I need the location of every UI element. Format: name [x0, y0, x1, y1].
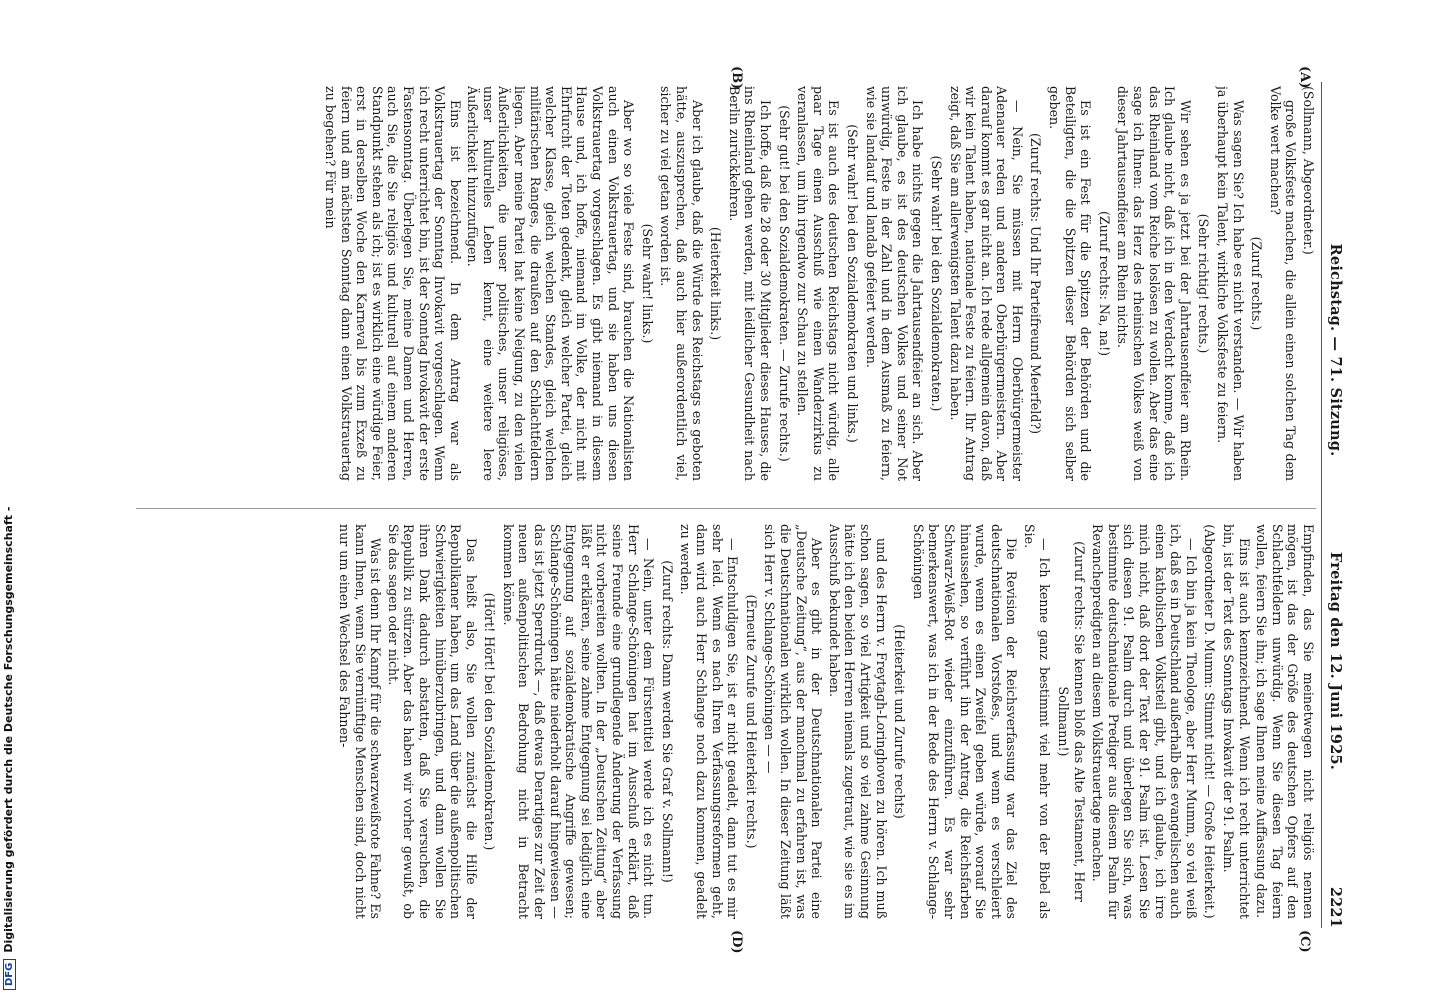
right-column-interjection: (Heiterkeit und Zurufe rechts) — [892, 624, 908, 819]
dfg-logo: DFG — [3, 959, 16, 990]
left-text-column — [136, 86, 1316, 481]
right-column-paragraph: — Ich bin ja kein Theologe, aber Herr Mumm, so viel weiß ich, daß es in Deutschland außerhalb des evangelischen auch einen katholischen Volksteil gibt, und ich glaube, ich irre mich nicht, daß dort der Text der 91. Psalm ist. Lesen Sie sich diesen 91. Psalm durch und überlegen Sie sich, was bestimmte deutschnationale Prediger aus diesem Psalm für Revanchepredigten an diesem Volkstrauertage machen. — [1090, 524, 1199, 919]
page-number: 2221 — [1327, 886, 1344, 928]
left-column-paragraph: große Volksfeste machen, die allein einen solchen Tag dem Volke wert machen? — [1267, 86, 1299, 481]
column-divider — [136, 508, 1316, 509]
right-column-interjection: (Zuruf rechts: Dann werden Sie Graf v. Sollmann!) — [659, 560, 675, 883]
left-column-interjection: (Sehr gut! bei den Sozialdemokraten. — Zurufe rechts.) — [776, 105, 792, 462]
header-title: Reichstag. — 71. Sitzung. — [1327, 243, 1344, 457]
left-column-interjection: (Heiterkeit links.) — [708, 226, 724, 341]
right-column-paragraph: Aber es gibt in der Deutschnationalen Partei eine „Deutsche Zeitung“, aus der manchmal zu erfahren ist, was die Deutschnationalen wirklich wollen. In dieser Zeitung läßt sich Herr v. Schlange-Schöningen — — — [762, 524, 825, 919]
right-column-paragraph: und des Herrn v. Freytagh-Loringhoven zu hören. Ich muß schon sagen, so viel Artigkeit und so viel zahme Gesinnung hätte ich den beiden Herren niemals zugetraut, wie sie es im Ausschuß bekundet haben. — [826, 524, 889, 919]
left-column-paragraph: (Sollmann, Abgeordneter.) — [1301, 86, 1316, 255]
digitization-credit-text: Digitalisierung gefördert durch die Deutsche Forschungsgemeinschaft - — [2, 506, 15, 953]
right-column-paragraph: Das heißt also, Sie wollen zunächst die Hilfe der Republikaner haben, um das Land über die außenpolitischen Schwierigkeiten hinüberzubringen, und dann wollen Sie ihren Dank dadurch abstatten, daß Sie versuchen, die Republik zu stürzen. Aber das haben wir vorher gewußt, ob Sie das sagen oder nicht. — [385, 524, 479, 919]
left-column-paragraph: Es ist auch des deutschen Reichstags nicht würdig, alle paar Tage einen Ausschuß wie einen Wanderzirkus zu veranlassen, um ihn irgendwo zur Schau zu stellen. — [795, 86, 842, 481]
left-column-interjection: (Zuruf rechts.) — [1249, 236, 1265, 331]
margin-marker-d: (D) — [729, 930, 744, 954]
page-header — [1321, 82, 1346, 928]
left-column-interjection: (Zuruf rechts: Na, na!) — [1096, 210, 1112, 357]
left-column-paragraph: Aber wo so viele Feste sind, brauchen die Nationalisten auch einen Volkstrauertag, und sie haben uns diesen Volkstrauertag vorgeschlagen. Es gibt niemand in diesem Hause und, ich hoffe, niemand im Volke, der nicht mit Ehrfurcht der Toten gedenkt, gleich welcher Partei, gleich welcher Klasse, gleich welchen Standes, gleich welchen militärischen Ranges, die draußen auf den Schlachtfeldern liegen. Aber meine Partei hat keine Neigung, zu den vielen Äußerlichkeiten, die unser politisches, unser religiöses, unser kulturelles Leben kennt, eine weitere leere Äußerlichkeit hinzuzufügen. — [465, 86, 637, 481]
right-text-column — [136, 524, 1316, 919]
margin-marker-a: (A) — [1297, 66, 1312, 89]
left-column-interjection: (Zuruf rechts: Und Ihr Parteifreund Meerfeld?) — [1028, 133, 1044, 434]
left-column-interjection: (Sehr wahr! links.) — [639, 223, 655, 344]
right-column-paragraph: — Nein, unter dem Fürstentitel werde ich es nicht tun. Herr Schlange-Schöningen hat im Ausschuß erklärt, daß seine Freunde eine grundlegende Änderung der Verfassung nicht vorbereiten wollten. In der „Deutschen Zeitung“ aber läßt er erklären, seine zahme Entgegnung sei lediglich eine Entgegnung auf sozialdemokratische Angriffe gewesen; Schlange-Schöningen hätte niederholt darauf hingewiesen — das ist jetzt Sperrdruck —, daß etwas Derartiges zur Zeit der neuen außenpolitischen Bedrohung nicht in Betracht kommen könne. — [500, 524, 657, 919]
left-column-paragraph: Was sagen Sie? Ich habe es nicht verstanden. — Wir haben ja überhaupt kein Talent, wirkliche Volksfeste zu feiern. — [1215, 86, 1246, 481]
right-column-paragraph: Empfinden, das Sie meinetwegen nicht religiös nennen mögen, ist das der Größe des deutschen Opfers auf den Schlachtfeldern unwürdig. Wenn Sie diesen Tag feiern wollen, feiern Sie ihn; ich sage Ihnen meine Auffassung dazu. — [1254, 524, 1316, 919]
left-column-paragraph: Ich habe nichts gegen die Jahrtausendfeier an sich. Aber ich glaube, es ist des deutschen Volkes und seiner Not unwürdig, Feste in der Zahl und in dem Ausmaß zu feiern, wie sie landauf und landab gefeiert werden. — [863, 86, 926, 481]
left-column-paragraph: Eins ist bezeichnend. In dem Antrag war als Volkstrauertag der Sonntag Invokavit vorgeschlagen. Wenn ich recht unterrichtet bin, ist der Sonntag Invokavit der erste Fastensonntag. Überlegen Sie, meine Damen und Herren, auch Sie, die Sie religiös und kulturell auf einem anderen Standpunkt stehen als ich; ist es wirklich eine würdige Feier, erst in derselben Woche den Karneval bis zum Exzeß zu feiern und am nächsten Sonntag dann einen Volkstrauertag zu begehen? Für mein — [322, 86, 463, 481]
right-column-paragraph: Eins ist auch kennzeichnend. Wenn ich recht unterrichtet bin, ist der Text des Sonntags Invokavit der 91. Psalm. — [1221, 524, 1252, 919]
right-column-paragraph: — Entschuldigen Sie, ist er nicht geadelt, dann tut es mir sehr leid. Wenn es nach Ihren Verfassungsreformen geht, dann wird auch Herr Schlange noch dazu kommen, geadelt zu werden. — [678, 524, 741, 919]
left-column-paragraph: Es ist ein Fest für die Spitzen der Behörden und die Beteiligten, die die Spitzen dieser Behörden sich selber geben. — [1047, 86, 1094, 481]
right-column-interjection: (Hört! Hört! bei den Sozialdemokraten.) — [482, 592, 498, 851]
left-column-interjection: (Sehr wahr! bei den Sozialdemokraten.) — [928, 155, 944, 412]
margin-marker-c: (C) — [1297, 930, 1312, 953]
left-column-paragraph: Wir sehen es ja jetzt bei der Jahrtausendfeier am Rhein. Ich glaube nicht, daß ich in den Verdacht komme, daß ich das Rheinland vom Reiche loslösen zu wollen. Aber das eine sage ich Ihnen: das Herz des rheinischen Volkes weiß von dieser Jahrtausendfeier am Rhein nichts. — [1115, 86, 1193, 481]
right-column-interjection: (Abgeordneter D. Mumm: Stimmt nicht! — Große Heiterkeit.) — [1202, 524, 1218, 919]
left-column-interjection: (Sehr wahr! bei den Sozialdemokraten und links.) — [844, 124, 860, 443]
right-column-paragraph: — Ich kenne ganz bestimmt viel mehr von der Bibel als Sie. — [1021, 524, 1053, 919]
right-column-paragraph: Die Revision der Reichsverfassung war das Ziel des deutschnationalen Vorstoßes, und wenn es verschleiert wurde, wenn es einen Zweifel geben würde, worauf Sie hinaussehen, so verführt ihn der Antrag, die Reichsfarben Schwarz-Weiß-Rot wieder einzuführen. Es war sehr bemerkenswert, was ich in der Rede des Herrn v. Schlange-Schöningen — [910, 524, 1020, 919]
digitization-credit — [2, 0, 16, 990]
document-page — [24, 0, 1434, 1000]
digitization-credit-strip — [0, 0, 24, 1000]
left-column-paragraph: — Nein, Sie müssen mit Herrn Oberbürgermeister Adenauer reden und anderen Oberbürgermeistern. Aber darauf kommt es gar nicht an. Ich rede allgemein davon, daß wir kein Talent haben, nationale Feste zu feiern. Ihr Antrag zeigt, daß Sie am allerwenigsten Talent dazu haben. — [947, 86, 1025, 481]
left-column-paragraph: Ich hoffe, daß die 28 oder 30 Mitglieder dieses Hauses, die ins Rheinland gehen werden, mit leidlicher Gesundheit nach Berlin zurückkehren. — [726, 86, 773, 481]
header-date: Freitag den 12. Juni 1925. — [1327, 552, 1344, 771]
left-column-paragraph: Aber ich glaube, daß die Würde des Reichstags es geboten hätte, auszusprechen, daß auch hier außerordentlich viel, sicher zu viel getan worden ist. — [658, 86, 705, 481]
left-column-interjection: (Sehr richtig! rechts.) — [1196, 213, 1212, 354]
margin-marker-b: (B) — [729, 66, 744, 90]
right-column-paragraph: Was ist denn Ihr Kampf für die schwarzweißrote Fahne? Es kann Ihnen, wenn Sie vernünftige Menschen sind, doch nicht nur um einen Wechsel des Fahnen- — [336, 524, 384, 919]
right-column-interjection: (Zuruf rechts: Sie kennen bloß das Alte Testament, Herr Sollmann!) — [1056, 541, 1087, 902]
right-column-interjection: (Erneute Zurufe und Heiterkeit rechts.) — [743, 594, 759, 849]
